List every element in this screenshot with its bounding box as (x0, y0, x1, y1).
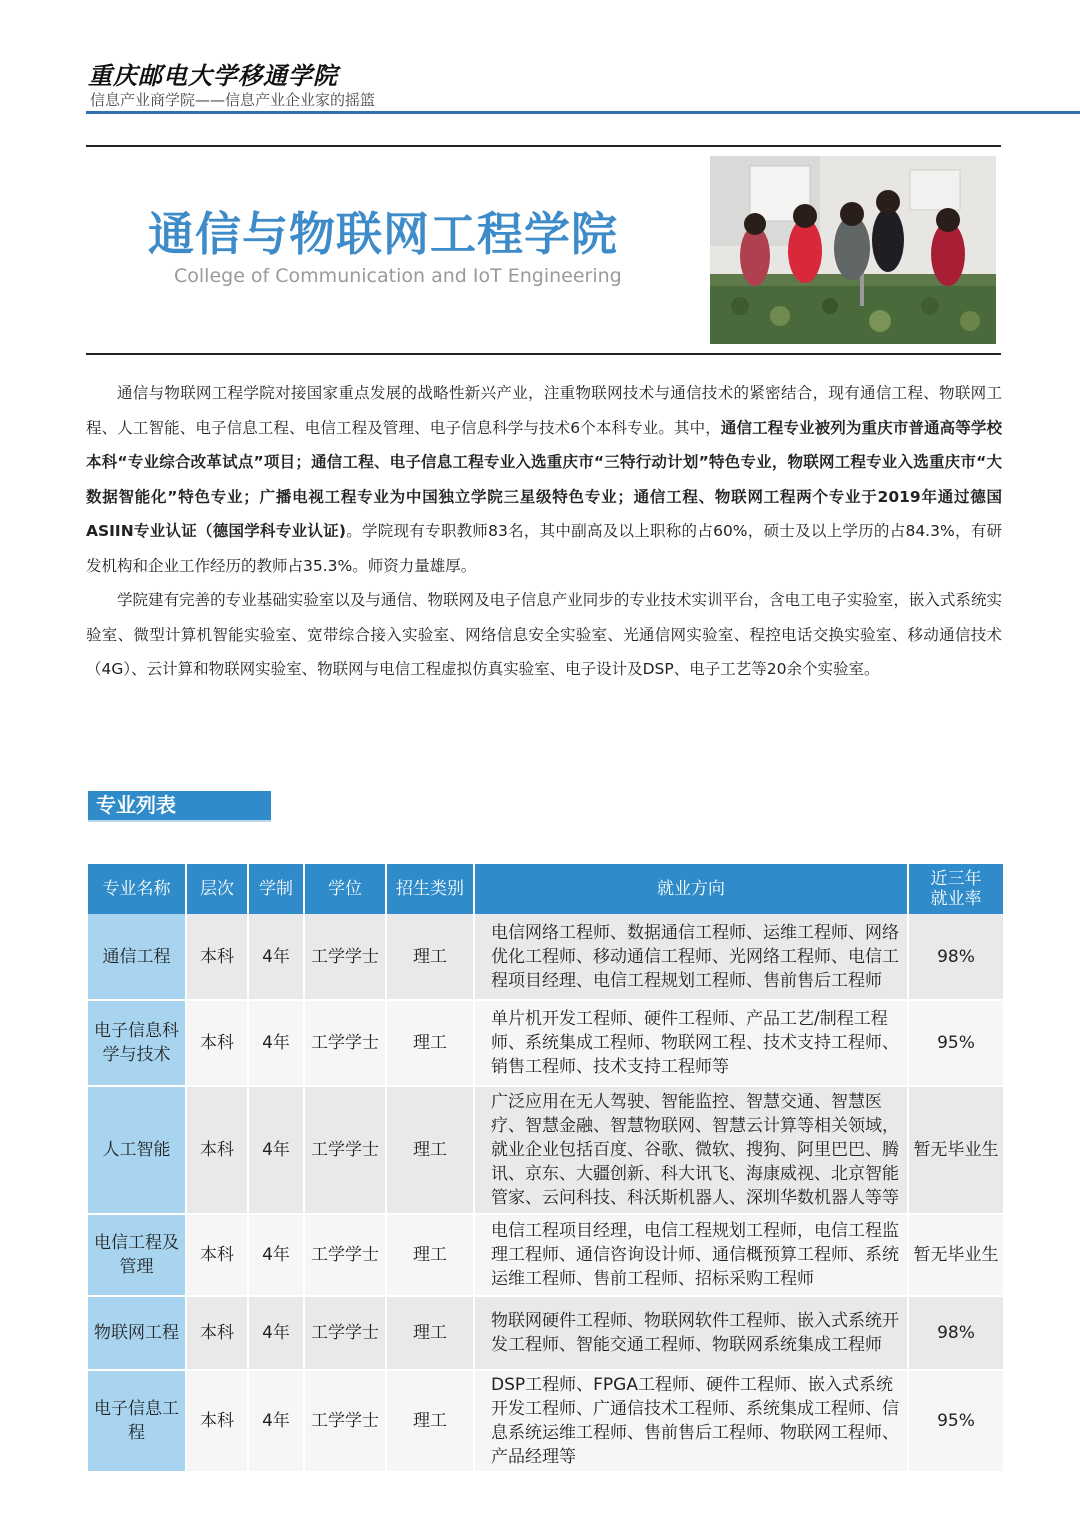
major-name: 物联网工程 (88, 1296, 186, 1370)
major-career: 单片机开发工程师、硬件工程师、产品工艺/制程工程师、系统集成工程师、物联网工程、技术支持工程师、销售工程师、技术支持工程师等 (474, 1000, 908, 1086)
major-career: 电信工程项目经理，电信工程规划工程师，电信工程监理工程师、通信咨询设计师、通信概预算工程师、系统运维工程师、售前工程师、招标采购工程师 (474, 1214, 908, 1296)
major-level: 本科 (186, 914, 248, 1000)
page-title: 通信与物联网工程学院 (148, 207, 618, 261)
section-title-underline (88, 820, 271, 822)
major-career: 物联网硬件工程师、物联网软件工程师、嵌入式系统开发工程师、智能交通工程师、物联网系统集成工程师 (474, 1296, 908, 1370)
major-duration: 4年 (248, 1296, 304, 1370)
major-name: 电信工程及管理 (88, 1214, 186, 1296)
intro-paragraph-2: 学院建有完善的专业基础实验室以及与通信、物联网及电子信息产业同步的专业技术实训平台，含电工电子实验室，嵌入式系统实验室、微型计算机智能实验室、宽带综合接入实验室、网络信息安全实验室、光通信网实验室、程控电话交换实验室、移动通信技术（4G）、云计算和物联网实验室、物联网与电信工程虚拟仿真实验室、电子设计及DSP、电子工艺等20余个实验室。 (86, 591, 1002, 678)
table-row (88, 914, 1003, 1000)
major-degree: 工学学士 (304, 1214, 386, 1296)
intro-paragraph-1: 通信与物联网工程学院对接国家重点发展的战略性新兴产业，注重物联网技术与通信技术的紧密结合，现有通信工程、物联网工程、人工智能、电子信息工程、电信工程及管理、电子信息科学与技术6个本科专业。其中，通信工程专业被列为重庆市普通高等学校本科“专业综合改革试点”项目；通信工程、电子信息工程专业入选重庆市“三特行动计划”特色专业，物联网工程专业入选重庆市“大数据智能化”特色专业；广播电视工程专业为中国独立学院三星级特色专业；通信工程、物联网工程两个专业于2019年通过德国ASIIN专业认证（德国学科专业认证)。学院现有专职教师83名，其中副高及以上职称的占60%，硕士及以上学历的占84.3%，有研发机构和企业工作经历的教师占35.3%。师资力量雄厚。 (86, 384, 1002, 575)
major-duration: 4年 (248, 914, 304, 1000)
major-duration: 4年 (248, 1214, 304, 1296)
major-degree: 工学学士 (304, 1086, 386, 1214)
major-duration: 4年 (248, 1086, 304, 1214)
major-category: 理工 (386, 1214, 474, 1296)
major-category: 理工 (386, 1000, 474, 1086)
page-subtitle: College of Communication and IoT Engineering (174, 265, 622, 287)
major-degree: 工学学士 (304, 914, 386, 1000)
major-category: 理工 (386, 1370, 474, 1472)
major-degree: 工学学士 (304, 1296, 386, 1370)
title-top-rule (86, 145, 1001, 147)
table-row (88, 1370, 1003, 1472)
major-employment-rate: 95% (908, 1000, 1003, 1086)
table-row (88, 1296, 1003, 1370)
title-bottom-rule (86, 353, 1001, 355)
header-duration: 学制 (248, 864, 304, 914)
major-career: DSP工程师、FPGA工程师、硬件工程师、嵌入式系统开发工程师、广通信技术工程师、系统集成工程师、信息系统运维工程师、售前售后工程师、物联网工程师、产品经理等 (474, 1370, 908, 1472)
major-category: 理工 (386, 1296, 474, 1370)
table-row (88, 1214, 1003, 1296)
header-divider (86, 111, 1080, 114)
table-row (88, 1000, 1003, 1086)
major-degree: 工学学士 (304, 1000, 386, 1086)
major-name: 电子信息工程 (88, 1370, 186, 1472)
table-header-row (88, 864, 1003, 914)
university-brand: 重庆邮电大学移通学院 (88, 61, 338, 90)
major-duration: 4年 (248, 1000, 304, 1086)
major-level: 本科 (186, 1370, 248, 1472)
major-level: 本科 (186, 1086, 248, 1214)
table-row (88, 1086, 1003, 1214)
major-category: 理工 (386, 1086, 474, 1214)
header-employment-rate: 近三年 就业率 (908, 864, 1003, 914)
header-level: 层次 (186, 864, 248, 914)
major-name: 通信工程 (88, 914, 186, 1000)
major-level: 本科 (186, 1296, 248, 1370)
major-employment-rate: 98% (908, 914, 1003, 1000)
section-title-majors: 专业列表 (88, 791, 271, 820)
header-career: 就业方向 (474, 864, 908, 914)
major-career: 电信网络工程师、数据通信工程师、运维工程师、网络优化工程师、移动通信工程师、光网络工程师、电信工程项目经理、电信工程规划工程师、售前售后工程师 (474, 914, 908, 1000)
intro-text (86, 376, 1002, 687)
major-name: 电子信息科学与技术 (88, 1000, 186, 1086)
header-category: 招生类别 (386, 864, 474, 914)
major-name: 人工智能 (88, 1086, 186, 1214)
major-level: 本科 (186, 1214, 248, 1296)
major-career: 广泛应用在无人驾驶、智能监控、智慧交通、智慧医疗、智慧金融、智慧物联网、智慧云计算等相关领域，就业企业包括百度、谷歌、微软、搜狗、阿里巴巴、腾讯、京东、大疆创新、科大讯飞、海康威视、北京智能管家、云问科技、科沃斯机器人、深圳华数机器人等等 (474, 1086, 908, 1214)
header-slogan: 信息产业商学院——信息产业企业家的摇篮 (90, 91, 376, 109)
students-lab-photo (710, 156, 996, 344)
major-category: 理工 (386, 914, 474, 1000)
major-employment-rate: 98% (908, 1296, 1003, 1370)
header-degree: 学位 (304, 864, 386, 914)
major-degree: 工学学士 (304, 1370, 386, 1472)
major-employment-rate: 95% (908, 1370, 1003, 1472)
major-duration: 4年 (248, 1370, 304, 1472)
majors-table (88, 864, 1003, 1473)
header-major-name: 专业名称 (88, 864, 186, 914)
major-employment-rate: 暂无毕业生 (908, 1214, 1003, 1296)
major-level: 本科 (186, 1000, 248, 1086)
major-employment-rate: 暂无毕业生 (908, 1086, 1003, 1214)
